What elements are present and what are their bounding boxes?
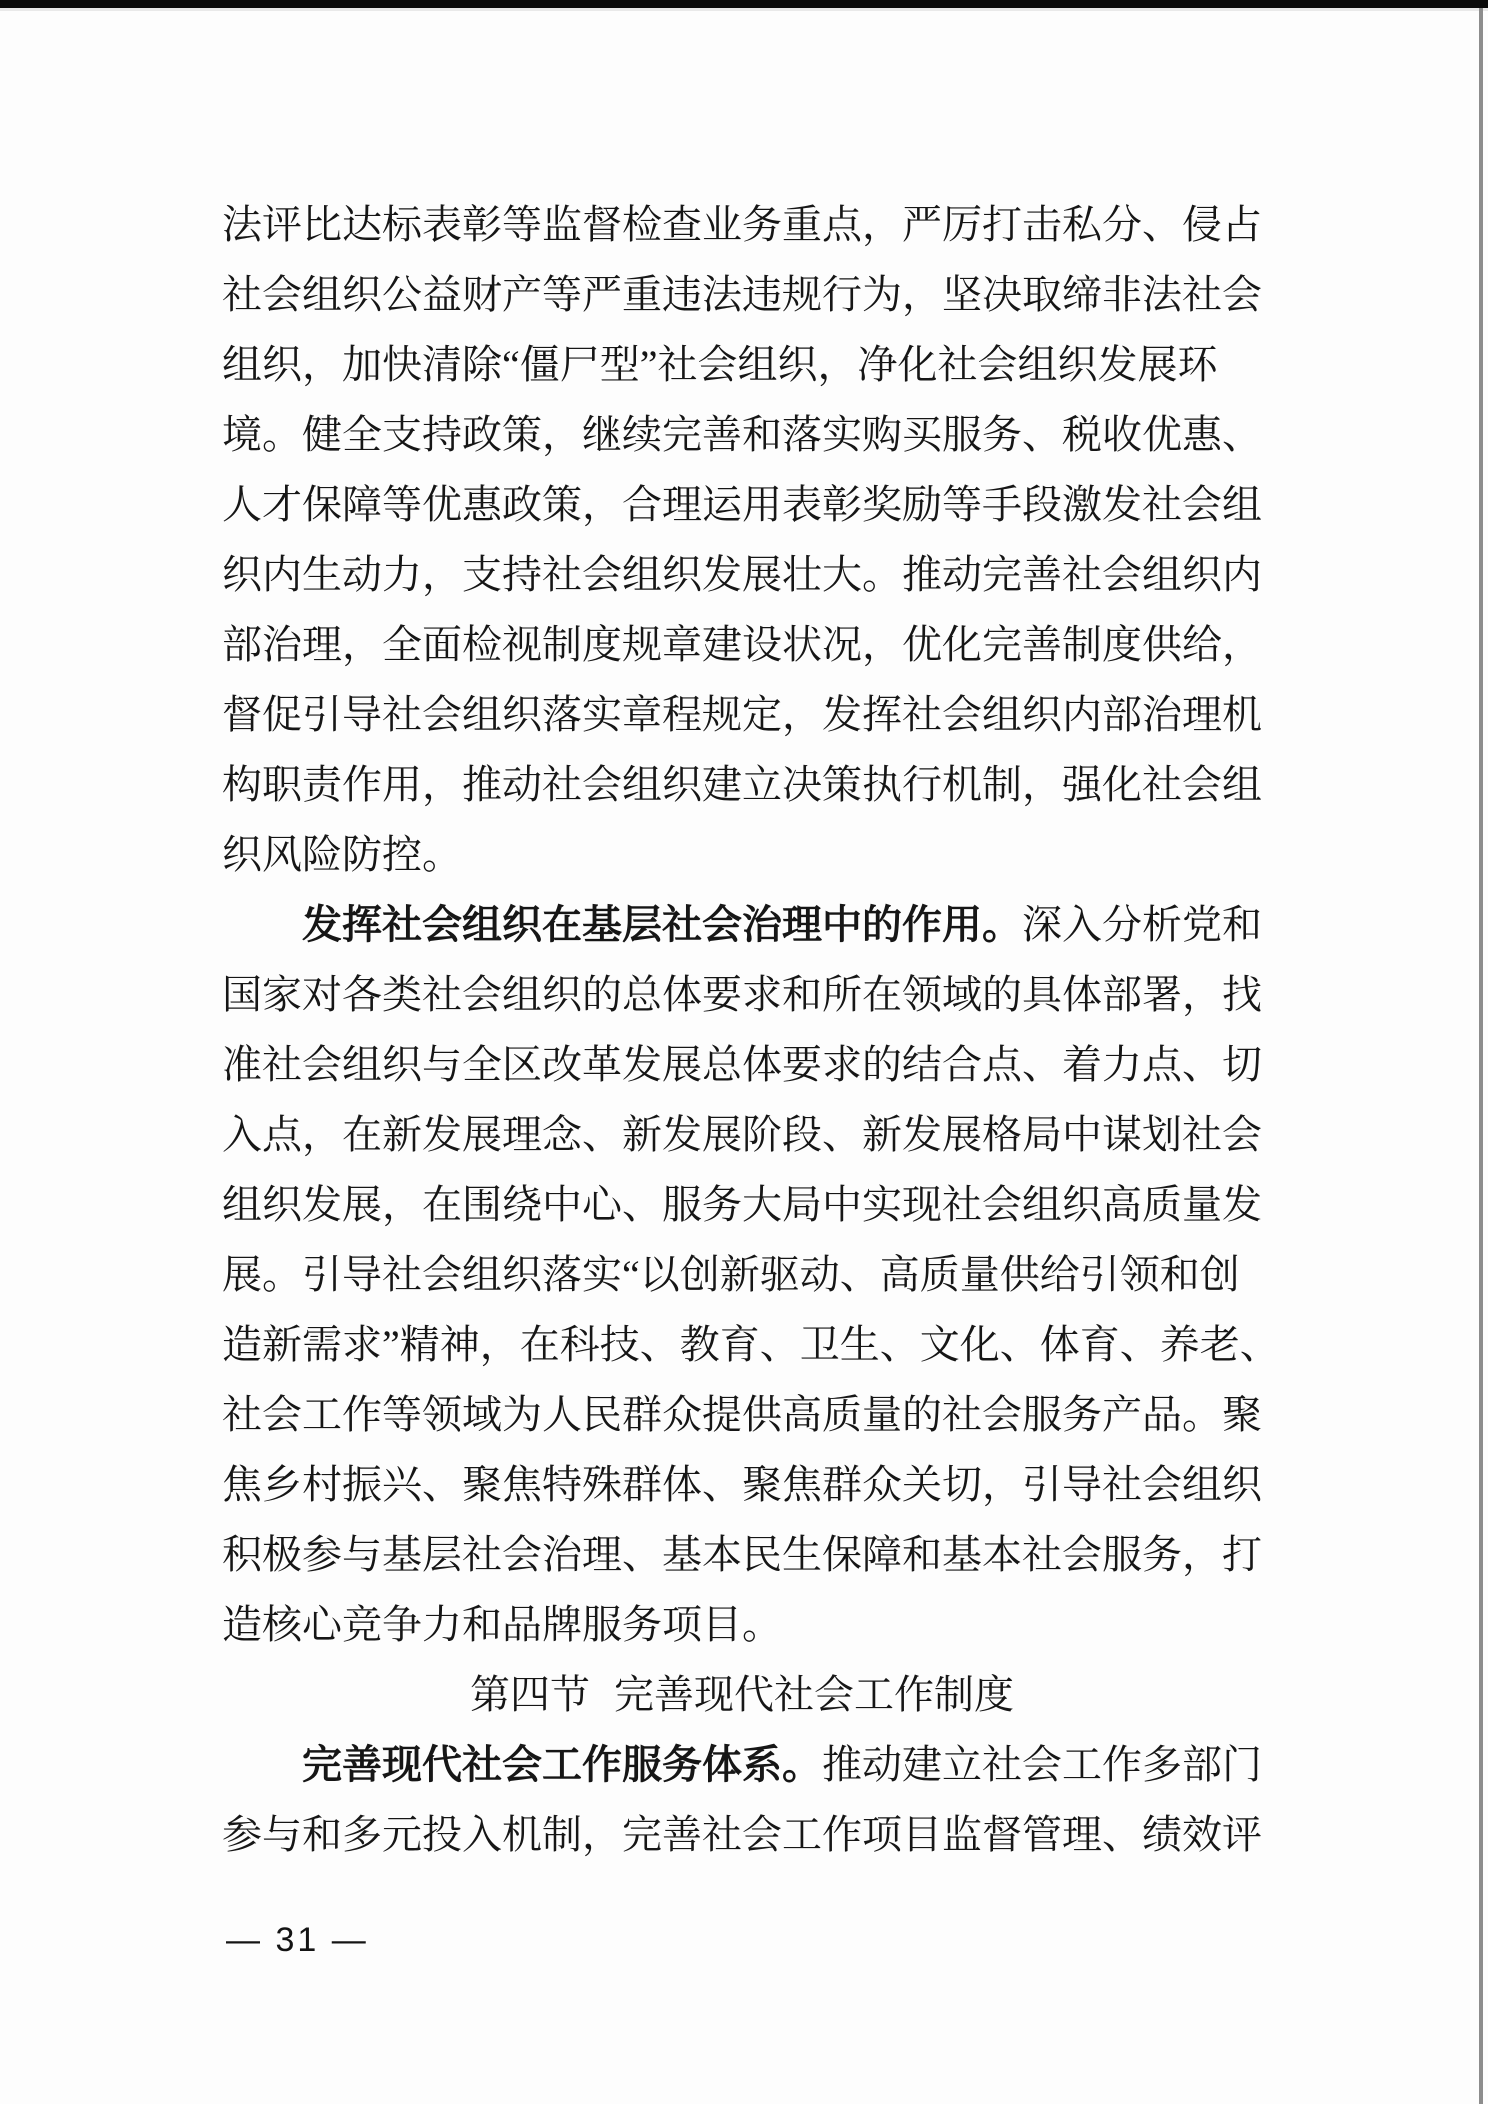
text-run: 推动建立社会工作多部门 (822, 1742, 1262, 1787)
text-line (222, 190, 1262, 260)
text-run: 国家对各类社会组织的总体要求和所在领域的具体部署，找 (222, 972, 1262, 1017)
text-line (222, 1170, 1262, 1240)
text-run: 织内生动力，支持社会组织发展壮大。推动完善社会组织内 (222, 552, 1262, 597)
text-line-paragraph-lead (222, 1730, 1262, 1800)
text-line (222, 260, 1262, 330)
text-line (222, 960, 1262, 1030)
text-run: 构职责作用，推动社会组织建立决策执行机制，强化社会组 (222, 762, 1262, 807)
text-line (222, 330, 1262, 400)
text-run: 造新需求”精神，在科技、教育、卫生、文化、体育、养老、 (222, 1322, 1280, 1367)
scan-top-border-shadow (0, 8, 1488, 11)
text-run: 境。健全支持政策，继续完善和落实购买服务、税收优惠、 (222, 412, 1262, 457)
bold-lead-run: 发挥社会组织在基层社会治理中的作用。 (302, 902, 1022, 947)
text-run: 入点，在新发展理念、新发展阶段、新发展格局中谋划社会 (222, 1112, 1262, 1157)
text-run: 组织，加快清除“僵尸型”社会组织，净化社会组织发展环 (222, 342, 1218, 387)
page-number: — 31 — (226, 1921, 369, 1959)
text-line (222, 680, 1262, 750)
text-line-paragraph-lead (222, 890, 1262, 960)
text-line (222, 1520, 1262, 1590)
text-line (222, 1100, 1262, 1170)
text-line (222, 1380, 1262, 1450)
text-run: 积极参与基层社会治理、基本民生保障和基本社会服务，打 (222, 1532, 1262, 1577)
text-run: 焦乡村振兴、聚焦特殊群体、聚焦群众关切，引导社会组织 (222, 1462, 1262, 1507)
text-run: 参与和多元投入机制，完善社会工作项目监督管理、绩效评 (222, 1812, 1262, 1857)
text-run: 组织发展，在围绕中心、服务大局中实现社会组织高质量发 (222, 1182, 1262, 1227)
text-run: 督促引导社会组织落实章程规定，发挥社会组织内部治理机 (222, 692, 1262, 737)
text-run: 织风险防控。 (222, 832, 462, 877)
text-line (222, 400, 1262, 470)
text-line (222, 1310, 1280, 1380)
text-run: 造核心竞争力和品牌服务项目。 (222, 1602, 782, 1647)
text-line (222, 540, 1262, 610)
text-line (222, 1240, 1262, 1310)
text-run: 深入分析党和 (1022, 902, 1262, 947)
text-line (222, 1450, 1262, 1520)
text-run: 社会工作等领域为人民群众提供高质量的社会服务产品。聚 (222, 1392, 1262, 1437)
section-heading-text: 第四节 完善现代社会工作制度 (470, 1672, 1014, 1717)
scan-top-border (0, 0, 1488, 8)
text-line (222, 1800, 1262, 1870)
text-run: 社会组织公益财产等严重违法违规行为，坚决取缔非法社会 (222, 272, 1262, 317)
text-line (222, 470, 1262, 540)
text-line (222, 750, 1262, 820)
text-line (222, 1590, 1262, 1660)
text-line (222, 610, 1262, 680)
section-heading (222, 1660, 1262, 1730)
scan-right-border (1479, 8, 1483, 2104)
text-run: 准社会组织与全区改革发展总体要求的结合点、着力点、切 (222, 1042, 1262, 1087)
text-line (222, 820, 1262, 890)
text-run: 人才保障等优惠政策，合理运用表彰奖励等手段激发社会组 (222, 482, 1262, 527)
text-run: 展。引导社会组织落实“以创新驱动、高质量供给引领和创 (222, 1252, 1240, 1297)
text-run: 部治理，全面检视制度规章建设状况，优化完善制度供给， (222, 622, 1262, 667)
text-block (222, 190, 1280, 1870)
bold-lead-run: 完善现代社会工作服务体系。 (302, 1742, 822, 1787)
text-run: 法评比达标表彰等监督检查业务重点，严厉打击私分、侵占 (222, 202, 1262, 247)
text-line (222, 1030, 1262, 1100)
